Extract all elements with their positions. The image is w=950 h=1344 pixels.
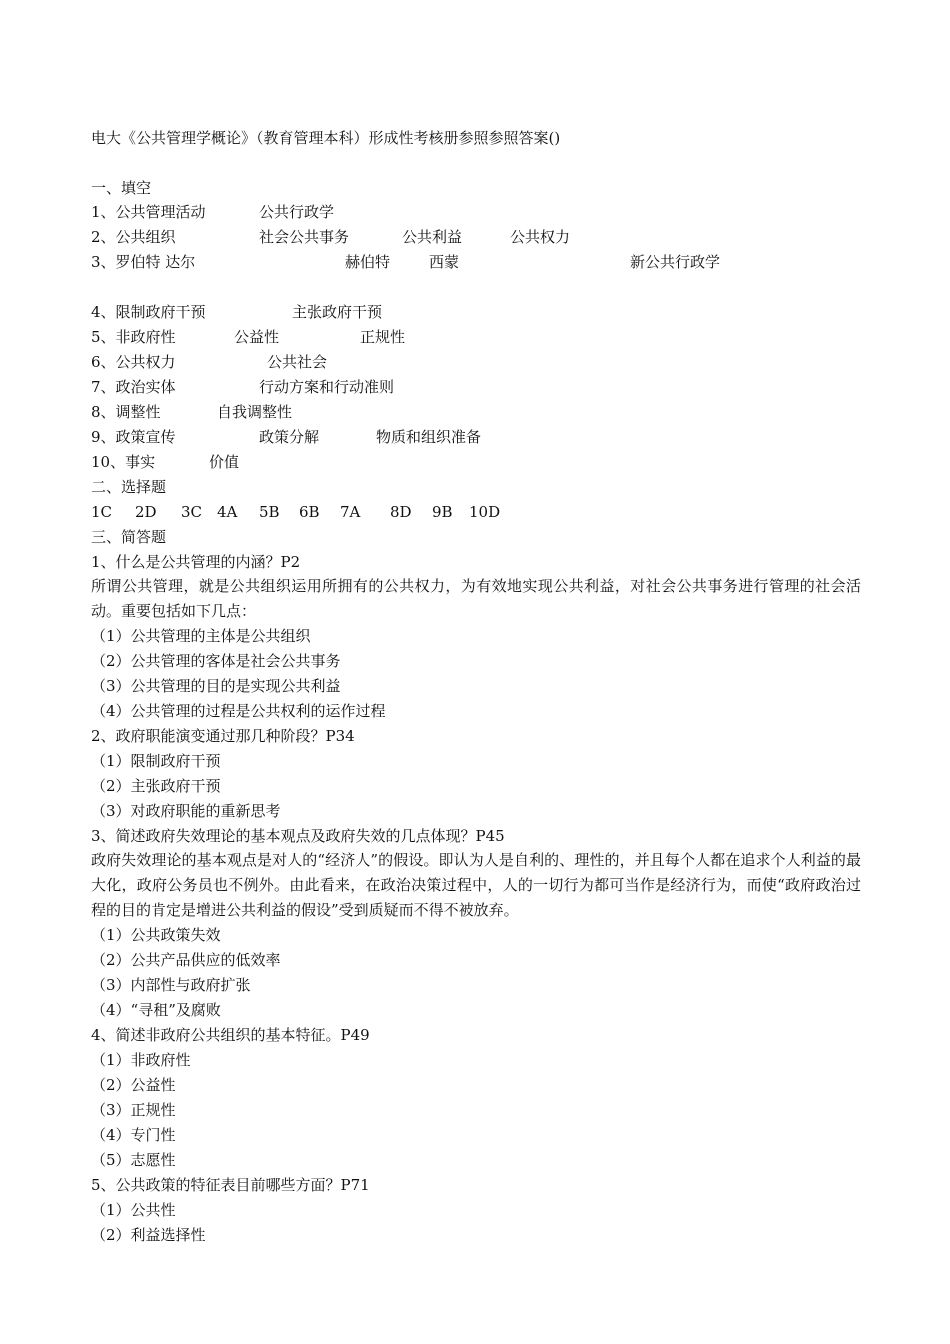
fill-answer-cell: 行动方案和行动准则 [259, 378, 395, 396]
choice-answer: 8D [390, 503, 412, 521]
question-3: 3、简述政府失效理论的基本观点及政府失效的几点体现？P45 [91, 827, 505, 845]
fill-answer-cell: 公共利益 [402, 228, 463, 246]
answer-point: （2）利益选择性 [91, 1226, 206, 1244]
fill-answer-cell: 9、政策宣传 [91, 428, 176, 446]
fill-answer-cell: 4、限制政府干预 [91, 303, 206, 321]
answer-point: （2）公共产品供应的低效率 [91, 951, 281, 969]
choice-answer: 10D [469, 503, 501, 521]
fill-answer-cell: 5、非政府性 [91, 328, 176, 346]
choice-answer: 1C [91, 503, 113, 521]
document-title: 电大《公共管理学概论》（教育管理本科）形成性考核册参照参照答案() [91, 129, 561, 147]
question-5: 5、公共政策的特征表目前哪些方面？P71 [91, 1176, 370, 1194]
answer-point: （4）公共管理的过程是公共权利的运作过程 [91, 702, 386, 720]
fill-answer-cell: 正规性 [360, 328, 406, 346]
fill-answer-cell: 公共社会 [267, 353, 328, 371]
fill-answer-line-6 [91, 352, 791, 372]
fill-answer-cell: 1、公共管理活动 [91, 203, 206, 221]
answer-point: （1）限制政府干预 [91, 752, 221, 770]
fill-answer-cell: 社会公共事务 [259, 228, 350, 246]
answer-point: （4）“寻租”及腐败 [91, 1001, 221, 1019]
question-4: 4、简述非政府公共组织的基本特征。P49 [91, 1026, 370, 1044]
answer-point: （3）对政府职能的重新思考 [91, 802, 281, 820]
answer-point: （2）公共管理的客体是社会公共事务 [91, 652, 341, 670]
section-heading-fill-in: 一、填空 [91, 179, 152, 197]
answer-point: （1）非政府性 [91, 1051, 191, 1069]
answer-point: （2）主张政府干预 [91, 777, 221, 795]
choice-answer: 7A [340, 503, 361, 521]
answer-point: （3）正规性 [91, 1101, 176, 1119]
fill-answer-cell: 7、政治实体 [91, 378, 176, 396]
fill-answer-line-5 [91, 327, 791, 347]
answer-point: （1）公共性 [91, 1201, 176, 1219]
answer-point: （1）公共政策失效 [91, 926, 221, 944]
fill-answer-cell: 价值 [209, 453, 240, 471]
section-heading-short-answer: 三、简答题 [91, 528, 167, 546]
answer-point: （1）公共管理的主体是公共组织 [91, 627, 311, 645]
fill-answer-cell: 公益性 [234, 328, 280, 346]
fill-answer-cell: 2、公共组织 [91, 228, 176, 246]
section-heading-multiple-choice: 二、选择题 [91, 478, 167, 496]
question-2: 2、政府职能演变通过那几种阶段？P34 [91, 727, 355, 745]
choice-answer: 5B [259, 503, 280, 521]
fill-answer-cell: 政策分解 [259, 428, 320, 446]
fill-answer-line-3 [91, 252, 791, 272]
fill-answer-cell: 自我调整性 [217, 403, 293, 421]
answer-point: （5）志愿性 [91, 1151, 176, 1169]
fill-answer-cell: 10、事实 [91, 453, 156, 471]
fill-answer-line-8 [91, 402, 791, 422]
answer-point: （3）内部性与政府扩张 [91, 976, 251, 994]
fill-answer-cell: 新公共行政学 [630, 253, 721, 271]
answer-point: （4）专门性 [91, 1126, 176, 1144]
fill-answer-line-10 [91, 452, 791, 472]
fill-answer-cell: 6、公共权力 [91, 353, 176, 371]
question-1: 1、什么是公共管理的内涵？P2 [91, 553, 301, 571]
fill-answer-cell: 公共权力 [510, 228, 571, 246]
answer-point: （3）公共管理的目的是实现公共利益 [91, 677, 341, 695]
choice-answers-line [91, 502, 791, 522]
fill-answer-line-1 [91, 202, 791, 222]
choice-answer: 4A [217, 503, 238, 521]
fill-answer-line-2 [91, 227, 791, 247]
fill-answer-cell: 赫伯特 [345, 253, 391, 271]
choice-answer: 3C [181, 503, 203, 521]
answer-paragraph-3: 政府失效理论的基本观点是对人的“经济人”的假设。即认为人是自利的、理性的，并且每个人都在追求个人利益的最大化，政府公务员也不例外。由此看来，在政治决策过程中，人的一切行为都可当作是经济行为，而使“政府政治过程的目的肯定是增进公共利益的假设”受到质疑而不得不被放弃。 [91, 851, 861, 919]
choice-answer: 6B [299, 503, 320, 521]
fill-answer-line-7 [91, 377, 791, 397]
fill-answer-line-4 [91, 302, 791, 322]
fill-answer-line-9 [91, 427, 791, 447]
answer-paragraph-1: 所谓公共管理，就是公共组织运用所拥有的公共权力，为有效地实现公共利益，对社会公共事务进行管理的社会活动。重要包括如下几点： [91, 577, 861, 620]
fill-answer-cell: 8、调整性 [91, 403, 161, 421]
fill-answer-cell: 物质和组织准备 [376, 428, 482, 446]
choice-answer: 2D [135, 503, 157, 521]
choice-answer: 9B [432, 503, 453, 521]
fill-answer-cell: 主张政府干预 [292, 303, 383, 321]
fill-answer-cell: 西蒙 [429, 253, 460, 271]
answer-point: （2）公益性 [91, 1076, 176, 1094]
fill-answer-cell: 3、罗伯特 达尔 [91, 253, 196, 271]
fill-answer-cell: 公共行政学 [259, 203, 335, 221]
